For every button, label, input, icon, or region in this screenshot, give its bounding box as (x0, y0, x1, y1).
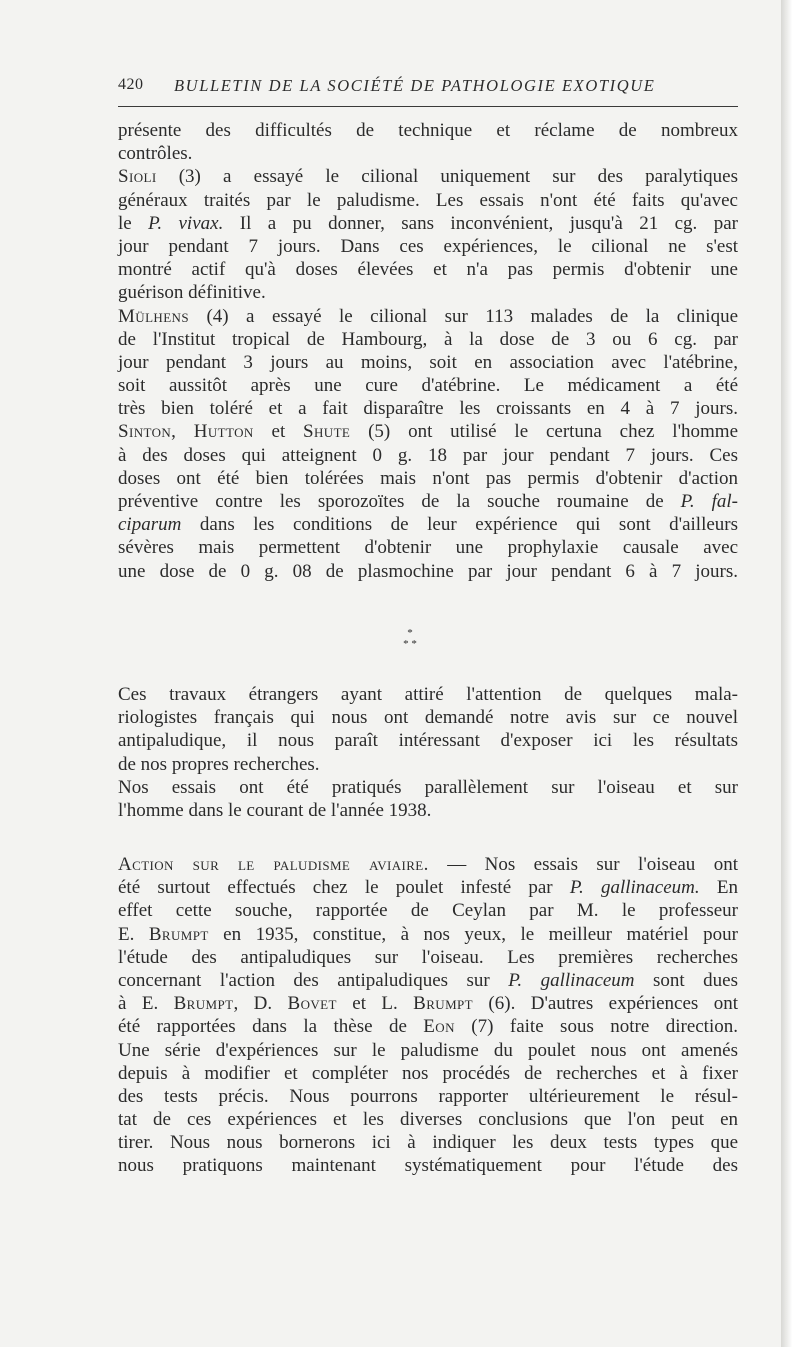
text-line (118, 235, 738, 258)
text-line (118, 876, 738, 899)
text-line (118, 444, 738, 467)
text-line (118, 1062, 738, 1085)
author-name: Brumpt (413, 993, 474, 1015)
text-run: l'homme dans le courant de l'année 1938. (118, 799, 432, 821)
text-run: de nos propres recherches. (118, 753, 320, 775)
text-line (118, 189, 738, 212)
text-line (118, 776, 738, 799)
author-name: Mülhens (118, 305, 189, 327)
text-run: soit aussitôt après une cure d'atébrine. Le médicament a été (118, 375, 738, 397)
text-line (118, 1039, 738, 1062)
author-name: Brumpt (173, 993, 234, 1015)
author-name: Bovet (287, 993, 337, 1015)
text-run: été rapportées dans la thèse de (118, 1016, 424, 1038)
text-line (118, 142, 738, 165)
text-run: riologistes français qui nous ont demandé notre avis sur ce nouvel (118, 707, 738, 729)
running-title: BULLETIN DE LA SOCIÉTÉ DE PATHOLOGIE EXOTIQUE (174, 76, 656, 95)
text-line (118, 1154, 738, 1177)
text-run: et L. (336, 993, 414, 1015)
text-run: concernant l'action des antipaludiques sur (118, 969, 509, 991)
text-line (118, 706, 738, 729)
text-run: guérison définitive. (118, 282, 266, 304)
text-run: antipaludique, il nous paraît intéressant d'exposer ici les résultats (118, 730, 738, 752)
text-run: Une série d'expériences sur le paludisme du poulet nous ont amenés (118, 1039, 738, 1061)
text-run: E. (118, 923, 149, 945)
text-run: , D. (233, 993, 288, 1015)
text-line (118, 1131, 738, 1154)
text-line (118, 328, 738, 351)
text-line (118, 420, 738, 443)
author-name: Shute (303, 421, 351, 443)
text-run: contrôles. (118, 143, 193, 165)
text-run: en 1935, constitue, à nos yeux, le meilleur matériel pour (208, 923, 738, 945)
text-run: doses ont été bien tolérées mais n'ont pas permis d'obtenir d'action (118, 467, 738, 489)
page-header (118, 76, 738, 104)
text-run: , (171, 421, 194, 443)
text-line (118, 351, 738, 374)
text-line (118, 490, 738, 513)
text-run: Nos essais ont été pratiqués parallèlement sur l'oiseau et sur (118, 776, 738, 798)
author-name: Action sur le paludisme aviaire. (118, 854, 429, 875)
text-run: préventive contre les sporozoïtes de la souche roumaine de (118, 491, 681, 512)
author-name: Sioli (118, 166, 157, 188)
text-block-3 (118, 853, 738, 1178)
text-line (118, 119, 738, 142)
text-line (118, 853, 738, 876)
italic-term: P. vivax. (148, 212, 224, 234)
text-line (118, 513, 738, 536)
text-line (118, 899, 738, 922)
text-run: de l'Institut tropical de Hambourg, à la dose de 3 ou 6 cg. par (118, 328, 738, 350)
text-run: présente des difficultés de technique et réclame de nombreux (118, 120, 738, 141)
italic-term: P. gallinaceum (508, 969, 635, 991)
author-name: Brumpt (148, 923, 209, 945)
text-line (118, 1108, 738, 1131)
text-run: En (699, 877, 738, 899)
italic-term: P. gallinaceum. (569, 877, 700, 899)
author-name: Hutton (193, 421, 254, 443)
text-line (118, 923, 738, 946)
text-line (118, 729, 738, 752)
text-run: le (118, 212, 149, 234)
text-run: effet cette souche, rapportée de Ceylan par M. le professeur (118, 900, 738, 922)
text-run: tirer. Nous nous bornerons ici à indiquer les deux tests types que (118, 1132, 738, 1154)
text-run: Il a pu donner, sans inconvénient, jusqu'à 21 cg. par (223, 212, 738, 234)
page-edge (781, 0, 800, 1347)
author-name: Sinton (118, 421, 172, 443)
text-run: — Nos essais sur l'oiseau ont (428, 854, 738, 875)
text-line (118, 969, 738, 992)
text-run: tat de ces expériences et les diverses conclusions que l'on peut en (118, 1109, 738, 1131)
text-line (118, 683, 738, 706)
text-block-2 (118, 683, 738, 822)
text-run: très bien toléré et a fait disparaître les croissants en 4 à 7 jours. (118, 398, 738, 420)
text-line (118, 799, 738, 822)
text-run: (4) a essayé le cilional sur 113 malades de la clinique (188, 305, 738, 327)
text-line (118, 536, 738, 559)
text-run: sont dues (634, 969, 738, 991)
italic-term: ciparum (118, 514, 182, 536)
text-run: une dose de 0 g. 08 de plasmochine par jour pendant 6 à 7 jours. (118, 560, 738, 582)
text-run: (5) ont utilisé le certuna chez l'homme (350, 421, 738, 443)
asterism-top: * (407, 627, 413, 639)
text-line (118, 165, 738, 188)
text-line (118, 1015, 738, 1038)
text-run: été surtout effectués chez le poulet infesté par (118, 877, 570, 899)
text-line (118, 1085, 738, 1108)
text-run: sévères mais permettent d'obtenir une prophylaxie causale avec (118, 537, 738, 559)
text-line (118, 467, 738, 490)
text-run: l'étude des antipaludiques sur l'oiseau. Les premières recherches (118, 946, 738, 968)
text-run: à des doses qui atteignent 0 g. 18 par jour pendant 7 jours. Ces (118, 444, 738, 466)
text-line (118, 212, 738, 235)
text-run: (6). D'autres expériences ont (473, 993, 738, 1015)
text-run: montré actif qu'à doses élevées et n'a pas permis d'obtenir une (118, 259, 738, 281)
text-line (118, 305, 738, 328)
text-run: Ces travaux étrangers ayant attiré l'attention de quelques mala- (118, 684, 738, 705)
text-run: généraux traités par le paludisme. Les essais n'ont été faits qu'avec (118, 189, 738, 211)
italic-term: P. fal- (680, 491, 738, 512)
text-line (118, 946, 738, 969)
text-block-1 (118, 119, 738, 583)
text-run: depuis à modifier et compléter nos procédés de recherches et à fixer (118, 1062, 738, 1084)
text-line (118, 753, 738, 776)
text-run: à E. (118, 993, 174, 1015)
text-line (118, 281, 738, 304)
page-number: 420 (118, 76, 144, 93)
text-line (118, 397, 738, 420)
text-run: nous pratiquons maintenant systématiquement pour l'étude des (118, 1155, 738, 1177)
header-rule (118, 106, 738, 107)
text-run: (3) a essayé le cilional uniquement sur des paralytiques (156, 166, 738, 188)
text-run: (7) faite sous notre direction. (454, 1016, 738, 1038)
text-line (118, 374, 738, 397)
text-run: des tests précis. Nous pourrons rapporter ultérieurement le résul- (118, 1085, 738, 1107)
text-run: et (253, 421, 304, 443)
text-line (118, 258, 738, 281)
text-run: jour pendant 7 jours. Dans ces expériences, le cilional ne s'est (118, 235, 738, 257)
text-run: jour pendant 3 jours au moins, soit en association avec l'atébrine, (118, 351, 738, 373)
text-run: dans les conditions de leur expérience qui sont d'ailleurs (181, 514, 738, 536)
text-line (118, 560, 738, 583)
text-line (118, 992, 738, 1015)
author-name: Eon (423, 1016, 455, 1038)
asterism-bottom: * * (403, 638, 417, 650)
section-separator (395, 628, 425, 650)
